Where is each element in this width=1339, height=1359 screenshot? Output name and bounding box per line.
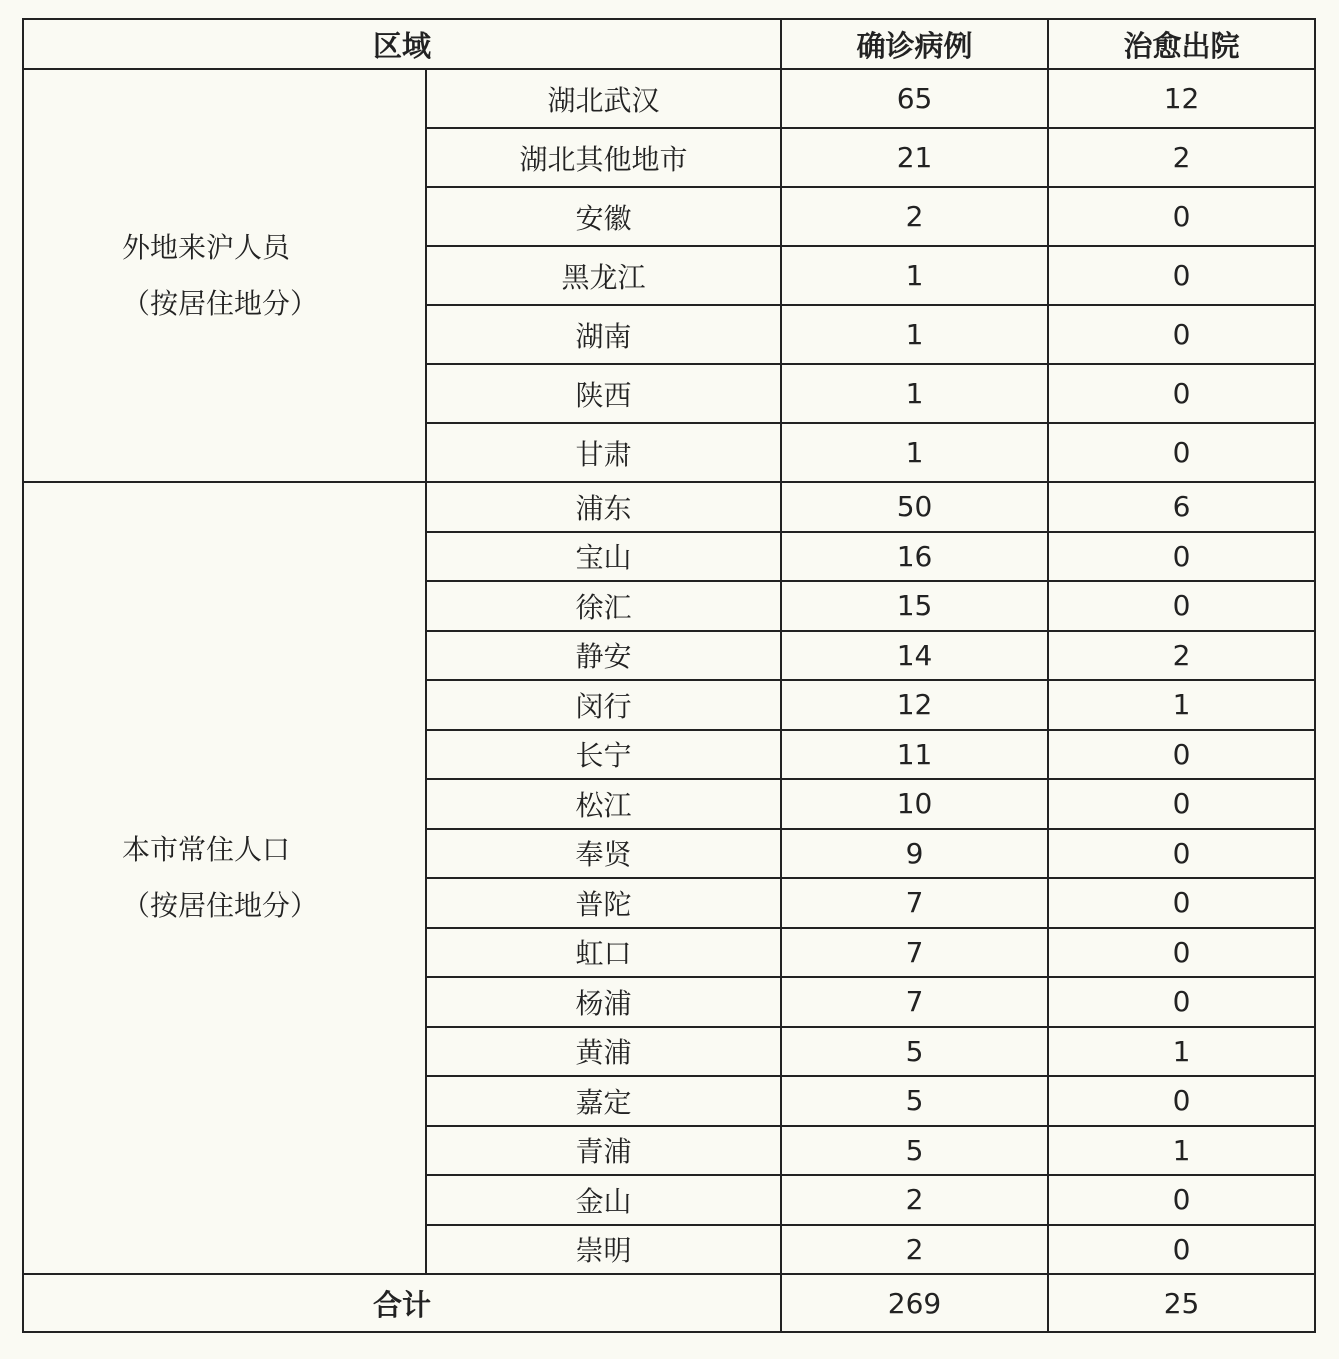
confirmed-cell: 1 (781, 246, 1048, 305)
confirmed-cell: 11 (781, 730, 1048, 780)
confirmed-cell: 65 (781, 69, 1048, 128)
recovered-cell: 0 (1048, 829, 1315, 879)
group-label (23, 69, 426, 482)
region-name-cell: 长宁 (426, 730, 781, 780)
recovered-cell: 0 (1048, 977, 1315, 1027)
confirmed-cell: 5 (781, 1027, 1048, 1077)
recovered-cell: 0 (1048, 1076, 1315, 1126)
confirmed-cell: 1 (781, 423, 1048, 482)
region-name-cell: 湖北其他地市 (426, 128, 781, 187)
total-recovered: 25 (1048, 1274, 1315, 1332)
region-name-cell: 浦东 (426, 482, 781, 532)
region-name-cell: 宝山 (426, 532, 781, 582)
recovered-cell: 0 (1048, 779, 1315, 829)
recovered-cell: 0 (1048, 730, 1315, 780)
region-name-cell: 嘉定 (426, 1076, 781, 1126)
recovered-cell: 0 (1048, 532, 1315, 582)
region-name-cell: 徐汇 (426, 581, 781, 631)
region-name-cell: 陕西 (426, 364, 781, 423)
confirmed-cell: 21 (781, 128, 1048, 187)
recovered-cell: 2 (1048, 128, 1315, 187)
header-recovered: 治愈出院 (1048, 19, 1315, 69)
confirmed-cell: 15 (781, 581, 1048, 631)
region-name-cell: 普陀 (426, 878, 781, 928)
region-name-cell: 湖南 (426, 305, 781, 364)
confirmed-cell: 2 (781, 187, 1048, 246)
recovered-cell: 0 (1048, 423, 1315, 482)
region-name-cell: 崇明 (426, 1225, 781, 1275)
confirmed-cell: 1 (781, 364, 1048, 423)
region-name-cell: 青浦 (426, 1126, 781, 1176)
total-row (23, 1274, 1315, 1332)
confirmed-cell: 2 (781, 1225, 1048, 1275)
recovered-cell: 0 (1048, 364, 1315, 423)
recovered-cell: 0 (1048, 1175, 1315, 1225)
total-confirmed: 269 (781, 1274, 1048, 1332)
region-name-cell: 金山 (426, 1175, 781, 1225)
recovered-cell: 0 (1048, 187, 1315, 246)
group-label (23, 482, 426, 1274)
recovered-cell: 2 (1048, 631, 1315, 681)
confirmed-cell: 12 (781, 680, 1048, 730)
recovered-cell: 1 (1048, 680, 1315, 730)
region-name-cell: 闵行 (426, 680, 781, 730)
region-name-cell: 黑龙江 (426, 246, 781, 305)
confirmed-cell: 5 (781, 1126, 1048, 1176)
recovered-cell: 12 (1048, 69, 1315, 128)
confirmed-cell: 1 (781, 305, 1048, 364)
confirmed-cell: 2 (781, 1175, 1048, 1225)
region-name-cell: 黄浦 (426, 1027, 781, 1077)
region-name-cell: 杨浦 (426, 977, 781, 1027)
region-name-cell: 虹口 (426, 928, 781, 978)
recovered-cell: 1 (1048, 1027, 1315, 1077)
recovered-cell: 0 (1048, 581, 1315, 631)
confirmed-cell: 7 (781, 928, 1048, 978)
region-name-cell: 安徽 (426, 187, 781, 246)
recovered-cell: 6 (1048, 482, 1315, 532)
table-row (23, 69, 1315, 128)
confirmed-cell: 16 (781, 532, 1048, 582)
recovered-cell: 0 (1048, 928, 1315, 978)
region-name-cell: 甘肃 (426, 423, 781, 482)
region-name-cell: 静安 (426, 631, 781, 681)
group-label-line1: 外地来沪人员 (122, 230, 291, 264)
recovered-cell: 0 (1048, 246, 1315, 305)
header-region: 区域 (23, 19, 781, 69)
region-name-cell: 松江 (426, 779, 781, 829)
confirmed-cell: 5 (781, 1076, 1048, 1126)
header-row (23, 19, 1315, 69)
group-label-line2: （按居住地分） (122, 286, 319, 320)
cases-table (22, 18, 1316, 1333)
confirmed-cell: 10 (781, 779, 1048, 829)
total-label: 合计 (23, 1274, 781, 1332)
confirmed-cell: 9 (781, 829, 1048, 879)
region-name-cell: 湖北武汉 (426, 69, 781, 128)
group-label-line2: （按居住地分） (122, 889, 319, 922)
recovered-cell: 1 (1048, 1126, 1315, 1176)
group-label-line1: 本市常住人口 (122, 833, 291, 866)
recovered-cell: 0 (1048, 878, 1315, 928)
confirmed-cell: 14 (781, 631, 1048, 681)
confirmed-cell: 7 (781, 977, 1048, 1027)
table-row (23, 482, 1315, 532)
confirmed-cell: 50 (781, 482, 1048, 532)
table-body (23, 69, 1315, 1332)
recovered-cell: 0 (1048, 305, 1315, 364)
recovered-cell: 0 (1048, 1225, 1315, 1275)
header-confirmed: 确诊病例 (781, 19, 1048, 69)
confirmed-cell: 7 (781, 878, 1048, 928)
region-name-cell: 奉贤 (426, 829, 781, 879)
